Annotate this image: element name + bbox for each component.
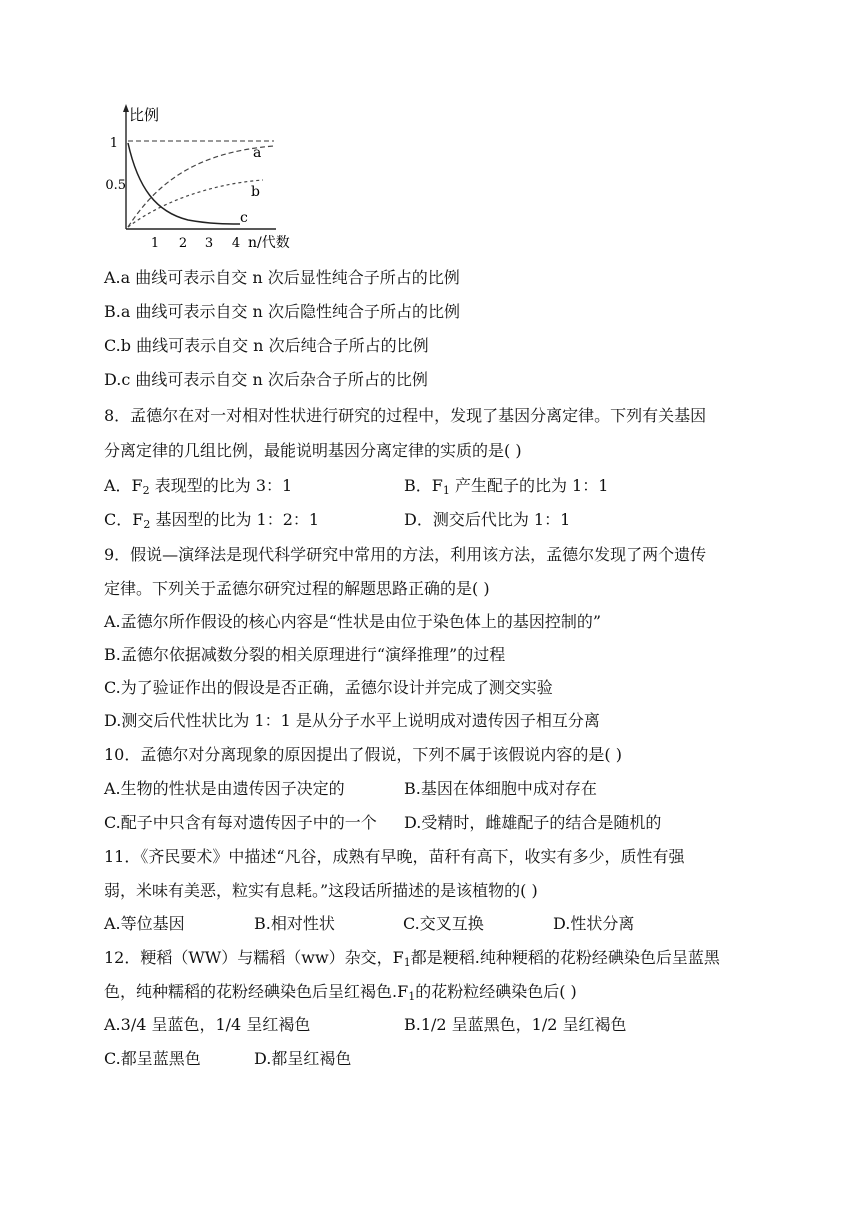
q11-option-c: C.交叉互换 xyxy=(403,914,484,933)
q9-option-c: C.为了验证作出的假设是否正确，孟德尔设计并完成了测交实验 xyxy=(104,678,553,697)
q8-stem-line-1: 8．孟德尔在对一对相对性状进行研究的过程中，发现了基因分离定律。下列有关基因 xyxy=(104,406,707,425)
q8-option-c-rest: 基因型的比为 1：2：1 xyxy=(150,510,320,529)
q12-stem-line-2-text: 色，纯种糯稻的花粉经碘染色后呈红褐色.F xyxy=(104,982,409,1001)
q12-option-c: C.都呈蓝黑色 xyxy=(104,1049,201,1068)
q12-stem-line-1-rest: 都是粳稻.纯种粳稻的花粉经碘染色后呈蓝黑 xyxy=(410,948,720,967)
q9-stem-line-1: 9．假说—演绎法是现代科学研究中常用的方法，利用该方法，孟德尔发现了两个遗传 xyxy=(104,545,707,564)
q9-option-d: D.测交后代性状比为 1：1 是从分子水平上说明成对遗传因子相互分离 xyxy=(104,711,600,730)
curve-label-a: a xyxy=(253,145,262,161)
q7-option-a: A.a 曲线可表示自交 n 次后显性纯合子所占的比例 xyxy=(104,268,460,287)
q8-option-d: D．测交后代比为 1：1 xyxy=(404,510,571,529)
q12-stem-line-1 xyxy=(104,947,720,969)
q8-stem-line-2: 分离定律的几组比例，最能说明基因分离定律的实质的是( ) xyxy=(104,441,522,460)
q8-option-b-rest: 产生配子的比为 1：1 xyxy=(449,476,609,495)
q10-stem: 10．孟德尔对分离现象的原因提出了假说，下列不属于该假说内容的是( ) xyxy=(104,745,622,764)
q10-option-d: D.受精时，雌雄配子的结合是随机的 xyxy=(404,813,662,832)
q10-option-a: A.生物的性状是由遗传因子决定的 xyxy=(104,779,345,798)
q11-option-d: D.性状分离 xyxy=(553,914,635,933)
q12-stem-line-1-text: 12．粳稻（WW）与糯稻（ww）杂交，F xyxy=(104,948,404,967)
q10-option-b: B.基因在体细胞中成对存在 xyxy=(404,779,597,798)
q11-stem-line-1: 11．《齐民要术》中描述“凡谷，成熟有早晚，苗秆有高下，收实有多少，质性有强 xyxy=(104,847,685,866)
q12-stem-line-1-subscript: 1 xyxy=(403,956,411,969)
q7-option-d: D.c 曲线可表示自交 n 次后杂合子所占的比例 xyxy=(104,370,428,389)
q8-option-a-subscript: 2 xyxy=(142,484,150,497)
q8-option-a xyxy=(104,475,292,497)
curve-label-c: c xyxy=(240,210,248,226)
q11-option-a: A.等位基因 xyxy=(104,914,185,933)
proportion-curve-figure xyxy=(98,96,308,256)
q12-stem-line-2 xyxy=(104,981,577,1003)
q8-option-a-rest: 表现型的比为 3：1 xyxy=(149,476,293,495)
q8-option-a-text: A．F xyxy=(104,476,143,495)
q9-stem-line-2: 定律。下列关于孟德尔研究过程的解题思路正确的是( ) xyxy=(104,579,490,598)
q8-option-b-subscript: 1 xyxy=(442,484,450,497)
q12-option-d: D.都呈红褐色 xyxy=(254,1049,352,1068)
curve-graph xyxy=(98,96,308,256)
q12-stem-line-2-subscript: 1 xyxy=(408,990,416,1003)
q9-option-a: A.孟德尔所作假设的核心内容是“性状是由位于染色体上的基因控制的” xyxy=(104,612,602,631)
x-tick-1: 1 xyxy=(150,236,160,251)
y-tick-1: 1 xyxy=(109,136,118,151)
q8-option-b-text: B．F xyxy=(404,476,443,495)
x-tick-4: 4 xyxy=(231,236,241,251)
y-tick-0-5: 0.5 xyxy=(105,178,126,193)
q7-option-c: C.b 曲线可表示自交 n 次后纯合子所占的比例 xyxy=(104,336,429,355)
curve-label-b: b xyxy=(251,184,260,200)
q11-stem-line-2: 弱，米味有美恶，粒实有息耗。”这段话所描述的是该植物的( ) xyxy=(104,881,538,900)
x-tick-3: 3 xyxy=(204,236,214,251)
q9-option-b: B.孟德尔依据减数分裂的相关原理进行“演绎推理”的过程 xyxy=(104,645,506,664)
q8-option-c xyxy=(104,509,319,531)
q12-option-a: A.3/4 呈蓝色，1/4 呈红褐色 xyxy=(104,1015,311,1034)
x-tick-2: 2 xyxy=(178,236,188,251)
x-axis-label: n/代数 xyxy=(248,235,290,251)
q11-option-b: B.相对性状 xyxy=(254,914,335,933)
q12-stem-line-2-rest: 的花粉粒经碘染色后( ) xyxy=(415,982,577,1001)
q7-option-b: B.a 曲线可表示自交 n 次后隐性纯合子所占的比例 xyxy=(104,302,460,321)
q12-option-b: B.1/2 呈蓝黑色，1/2 呈红褐色 xyxy=(404,1015,627,1034)
q10-option-c: C.配子中只含有每对遗传因子中的一个 xyxy=(104,813,377,832)
y-axis-label: 比例 xyxy=(129,106,160,124)
q8-option-b xyxy=(404,475,608,497)
q8-option-c-text: C．F xyxy=(104,510,144,529)
q8-option-c-subscript: 2 xyxy=(143,518,151,531)
